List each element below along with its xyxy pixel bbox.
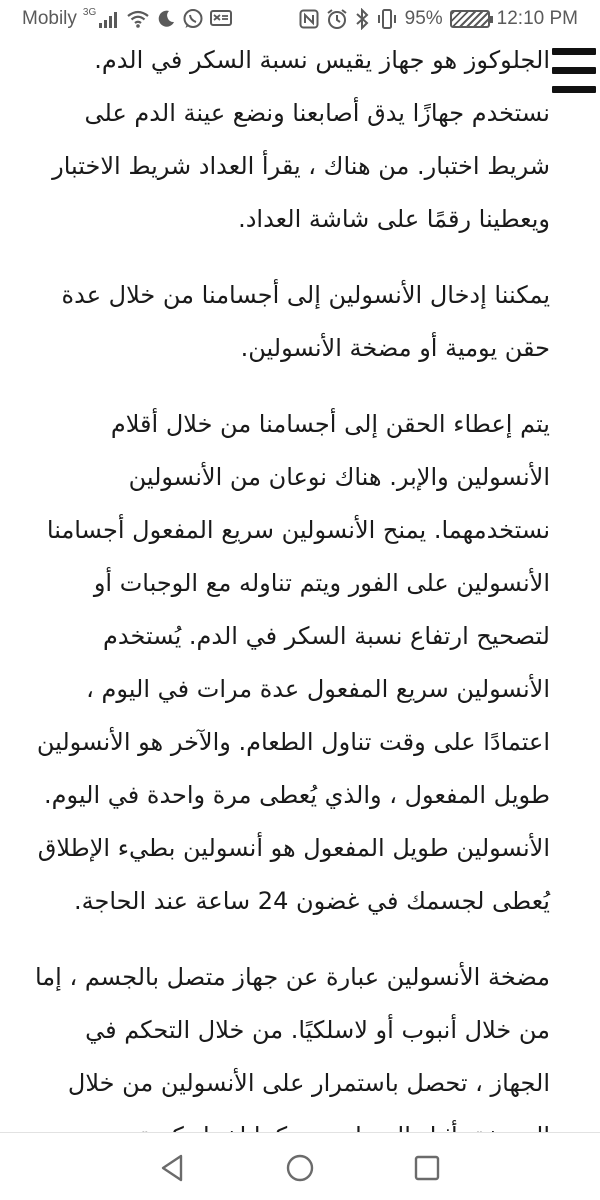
battery-percent: 95% <box>404 8 443 29</box>
article-paragraph: يتم إعطاء الحقن إلى أجسامنا من خلال أقلام الأنسولين والإبر. هناك نوعان من الأنسولين نستخدمهما. يمنح الأنسولين سريع المفعول أجسامنا الأنسولين على الفور ويتم تناوله مع الوجبات أو لتصحيح ارتفاع نسبة السكر في الدم. يُستخدم الأنسولين سريع المفعول عدة مرات في اليوم ، اعتمادًا على وقت تناول الطعام. والآخر هو الأنسولين طويل المفعول ، والذي يُعطى مرة واحدة في اليوم. الأنسولين طويل المفعول هو أنسولين بطيء الإطلاق يُعطى لجسمك في غضون 24 ساعة عند الحاجة. <box>36 410 550 915</box>
whatsapp-icon <box>182 8 204 30</box>
status-bar-right <box>299 8 578 30</box>
signal-bars-icon <box>98 8 120 30</box>
vibrate-icon <box>376 8 398 30</box>
nfc-icon <box>299 8 319 30</box>
back-triangle-icon[interactable] <box>148 1143 198 1193</box>
article-body <box>30 34 550 1186</box>
article-paragraph: يمكننا إدخال الأنسولين إلى أجسامنا من خلال عدة حقن يومية أو مضخة الأنسولين. <box>61 281 550 362</box>
bluetooth-icon <box>355 8 369 30</box>
battery-icon <box>450 10 490 28</box>
navigation-bar <box>0 1132 600 1200</box>
hamburger-menu-icon[interactable] <box>550 46 598 98</box>
network-type: 3G <box>82 6 97 18</box>
message-icon <box>210 8 232 30</box>
menu-bar-middle <box>552 67 596 74</box>
menu-bar-top <box>552 48 596 55</box>
wifi-icon <box>126 8 150 30</box>
article-paragraph: مضخة الأنسولين عبارة عن جهاز متصل بالجسم ، إما من خلال أنبوب أو لاسلكيًا. من خلال التحكم في الجهاز ، تحصل باستمرار على الأنسولين من خلال <box>34 963 550 1097</box>
clock: 12:10 PM <box>496 8 578 29</box>
status-bar-left <box>22 8 232 30</box>
alarm-icon <box>326 8 348 30</box>
home-circle-icon[interactable] <box>275 1143 325 1193</box>
recents-square-icon[interactable] <box>402 1143 452 1193</box>
carrier-name: Mobily <box>22 8 77 29</box>
article-paragraph: الجلوكوز هو جهاز يقيس نسبة السكر في الدم. نستخدم جهازًا يدق أصابعنا ونضع عينة الدم على شريط اختبار. من هناك ، يقرأ العداد شريط الاختبار ويعطينا رقمًا على شاشة العداد. <box>52 46 550 233</box>
do-not-disturb-icon <box>156 8 176 30</box>
menu-bar-bottom <box>552 86 596 93</box>
